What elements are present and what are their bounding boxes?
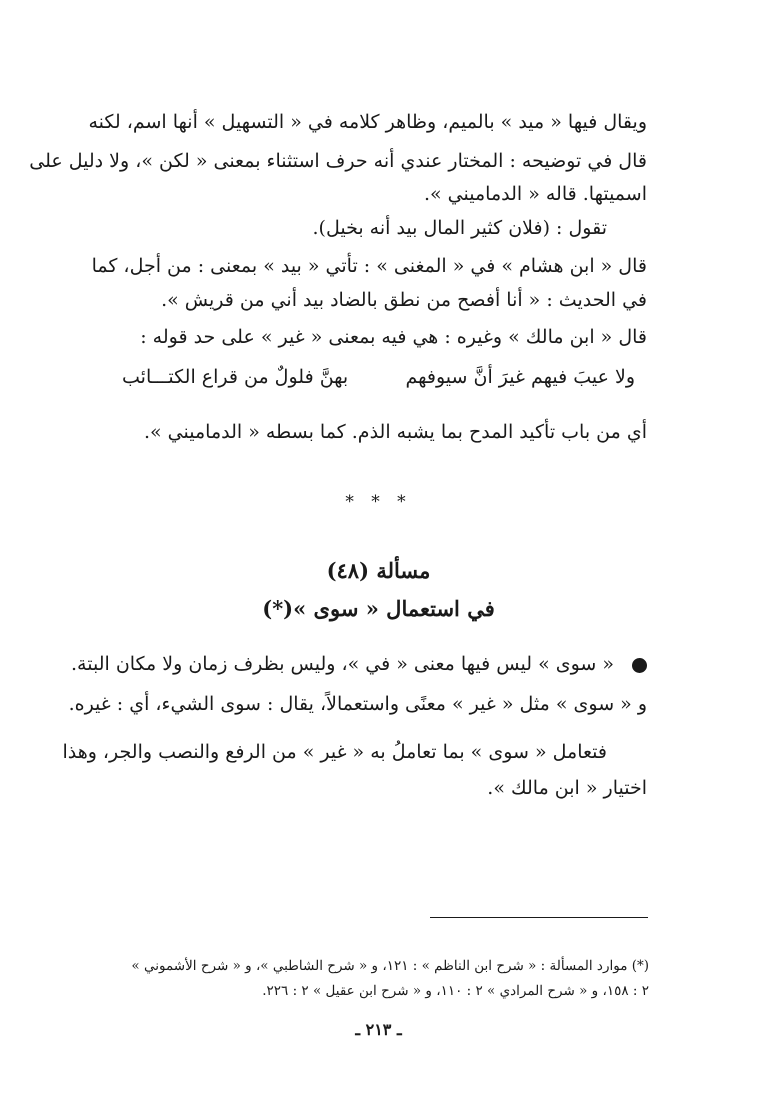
body-line-after-verse: أي من باب تأكيد المدح بما يشبه الذم. كما بسطه « الدماميني ».: [143, 421, 647, 443]
body-line-7: قال « ابن مالك » وغيره : هي فيه بمعنى « غير » على حد قوله :: [140, 326, 647, 348]
issue-title: مسألة (٤٨): [326, 558, 431, 583]
issue-line-1: [71, 650, 647, 678]
issue-subtitle: في استعمال « سوى »(*): [262, 596, 495, 621]
section-separator: * * *: [345, 492, 412, 512]
page-number: ـ ٢١٣ ـ: [355, 1020, 402, 1039]
bullet-icon: [632, 658, 647, 673]
poetry-verse: [110, 366, 647, 396]
body-line-3: اسميتها. قاله « الدماميني ».: [423, 183, 647, 205]
verse-second-hemistich: بهنَّ فلولٌ من قراع الكتـــائب: [122, 366, 349, 388]
issue-line-1-text: « سوى » ليس فيها معنى « في »، وليس بظرف زمان ولا مكان البتة.: [71, 653, 614, 675]
footnote-divider: [430, 917, 648, 918]
issue-line-2: و « سوى » مثل « غير » معنًى واستعمالاً، يقال : سوى الشيء، أي : غيره.: [68, 693, 647, 715]
footnote-line-2: ٢ : ١٥٨، و « شرح المرادي » ٢ : ١١٠، و « شرح ابن عقيل » ٢ : ٢٢٦.: [262, 983, 649, 999]
body-line-4: تقول : (فلان كثير المال بيد أنه بخيل).: [312, 217, 607, 239]
body-line-1: ويقال فيها « ميد » بالميم، وظاهر كلامه في « التسهيل » أنها اسم، لكنه: [88, 111, 647, 133]
footnote-line-1: (*) موارد المسألة : « شرح ابن الناظم » : ١٢١، و « شرح الشاطبي »، و « شرح الأشموني »: [131, 958, 649, 974]
verse-first-hemistich: ولا عيبَ فيهم غيرَ أنَّ سيوفهم: [405, 366, 635, 388]
body-line-6: في الحديث : « أنا أفصح من نطق بالضاد بيد أني من قريش ».: [161, 289, 647, 311]
issue-line-3: فتعامل « سوى » بما تعاملُ به « غير » من الرفع والنصب والجر، وهذا: [62, 741, 607, 763]
issue-line-4: اختيار « ابن مالك ».: [487, 777, 647, 799]
body-line-2: قال في توضيحه : المختار عندي أنه حرف استثناء بمعنى « لكن »، ولا دليل على: [29, 150, 647, 172]
body-line-5: قال « ابن هشام » في « المغنى » : تأتي « بيد » بمعنى : من أجل، كما: [91, 255, 647, 277]
